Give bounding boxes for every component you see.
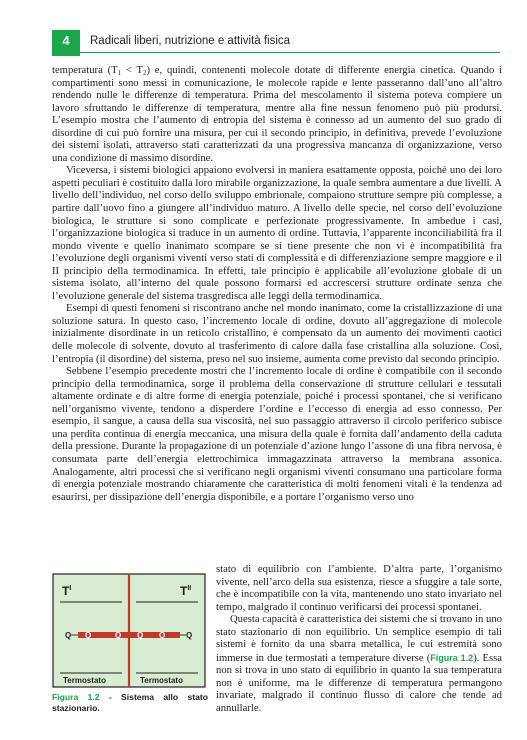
figure-reference-link[interactable]: Figura 1.2 [430, 652, 474, 663]
paragraph-4-continued: stato di equilibrio con l’ambiente. D’altra parte, l’organismo vivente, nell’arco della sua esistenza, riesce a sfuggire a tale sorte, che è incompatibile con la vita, mantenendo uno stato invariato nel tempo, malgrado il continuo verificarsi dei processi spontanei. [216, 564, 502, 613]
q-label-2: Q [85, 631, 92, 640]
q-label-4: Q [137, 631, 144, 640]
stationary-state-diagram [52, 573, 206, 688]
figure-caption-text: Sistema allo stato stazionario. [52, 692, 208, 713]
header-rule [80, 52, 500, 53]
paragraph-5: Questa capacità è caratteristica dei sistemi che si trovano in uno stato stazionario di non equilibrio. Un semplice esempio di tali sistemi è fornito da una sbarra metallica, le cui estremità sono immerse in due termostati a temperature diverse (Figura 1.2). Essa non si trova in uno stato di equilibrio in quanto la sua temperatura non è uniforme, ma le differenze di temperatura permangono invariate, malgrado il continuo flusso di calore che tende ad annullarle. [216, 614, 502, 715]
figure-1-2 [52, 573, 206, 688]
right-column-text [216, 564, 502, 716]
paragraph-1: temperatura $(T_1 < T_2)$ e, quindi, contenenti molecole dotate di differente energia cinetica. Quando i compartimenti sono messi in comunicazione, le molecole rapide e lente passeranno dall’uno all’altro rendendo nulle le differenze di temperatura. Prima del mescolamento il sistema poteva compiere un lavoro sfruttando le differenze di temperatura, mentre alla fine nessun fenomeno può più prodursi. L’esempio mostra che l’aumento di entropia del sistema è connesso ad un aumento del suo grado di disordine di cui può fornire una misura, per cui il secondo principio, in definitiva, prevede l’evoluzione dei sistemi isolati, attraverso stati caratterizzati da una progressiva mancanza di organizzazione, verso una condizione di massimo disordine. [52, 65, 502, 164]
paragraph-2: Viceversa, i sistemi biologici appaiono evolversi in maniera esattamente opposta, poiché uno dei loro aspetti peculiari è costituito dalla loro mirabile organizzazione, la quale sembra aumentare a due livelli. A livello dell’individuo, nel corso dello sviluppo embrionale, compaiono strutture sempre più complesse, a partire dall’uovo fino a giungere all’individuo maturo. A livello delle specie, nel corso dell’evoluzione biologica, le strutture si sono complicate e perfezionate progressivamente. In ambedue i casi, l’organizzazione biologica si traduce in un aumento di ordine. Tuttavia, l’apparente inconciliabilità fra il mondo vivente e quello inanimato scompare se si tiene presente che non vi è incompatibilità fra l’evoluzione degli organismi viventi verso stati di complessità e di differenziazione sempre maggiore e il II principio della termodinamica. In effetti, tale principio è applicabile all’evoluzione globale di un sistema isolato, all’interno del quale possono formarsi ed accrescersi strutture ordinate senza che l’evoluzione generale del sistema trasgredisca alle leggi della termodinamica. [52, 165, 502, 302]
figure-caption: Figura 1.2 - Sistema allo stato stazionario. [52, 692, 208, 713]
right-thermostat-label: Termostato [140, 676, 183, 685]
temp-label-1: $T^I$ [62, 584, 72, 598]
figure-caption-label: Figura 1.2 [52, 692, 100, 702]
q-label-6: Q [186, 631, 193, 640]
page-number: 4 [52, 30, 80, 56]
running-head: Radicali liberi, nutrizione e attività fisica [90, 35, 291, 47]
q-label-3: Q [115, 631, 122, 640]
paragraph-3: Esempi di questi fenomeni si riscontrano anche nel mondo inanimato, come la cristallizzazione di una soluzione satura. In questo caso, l’incremento locale di ordine, dovuto all’aggregazione di molecole inizialmente disordinate in un reticolo cristallino, è compensato da un aumento dei movimenti caotici delle molecole di solvente, dovuto al trasferimento di calore dalla fase cristallina alla soluzione. Così, l’entropia (il disordine) del sistema, preso nel suo insieme, aumenta come previsto dal secondo principio. [52, 303, 502, 365]
temp-label-2: $T^{II}$ [180, 584, 192, 598]
body-text [52, 65, 502, 504]
q-label-5: Q [159, 631, 166, 640]
q-label-1: Q [65, 631, 72, 640]
left-thermostat-label: Termostato [63, 676, 106, 685]
paragraph-4: Sebbene l’esempio precedente mostri che l’incremento locale di ordine è compatibile con il secondo principio della termodinamica, sorge il problema della conservazione di strutture cellulari e tessutali altamente ordinate e di altre forme di energia potenziale, poiché i processi spontanei, che si verificano nell’organismo vivente, tendono a disperdere l’ordine e l’eccesso di energia ad esso connesso. Per esempio, il sangue, a causa della sua viscosità, nel suo passaggio attraverso il circolo periferico subisce una perdita continua di energia meccanica, una misura della quale è fornita dall’andamento della caduta della pressione. Durante la propagazione di un potenziale d’azione lungo l’assone di una fibra nervosa, è consumata parte dell’energia elettrochimica immagazzinata attraverso la membrana assonica. Analogamente, altri processi che si verificano negli organismi viventi consumano una particolare forma di energia potenziale mostrando chiaramente che caratteristica di molti fenomeni vitali è la tendenza ad esaurirsi, per dissipazione dell’energia disponibile, e a portare l’organismo verso uno [52, 366, 502, 503]
page-header [0, 30, 527, 56]
